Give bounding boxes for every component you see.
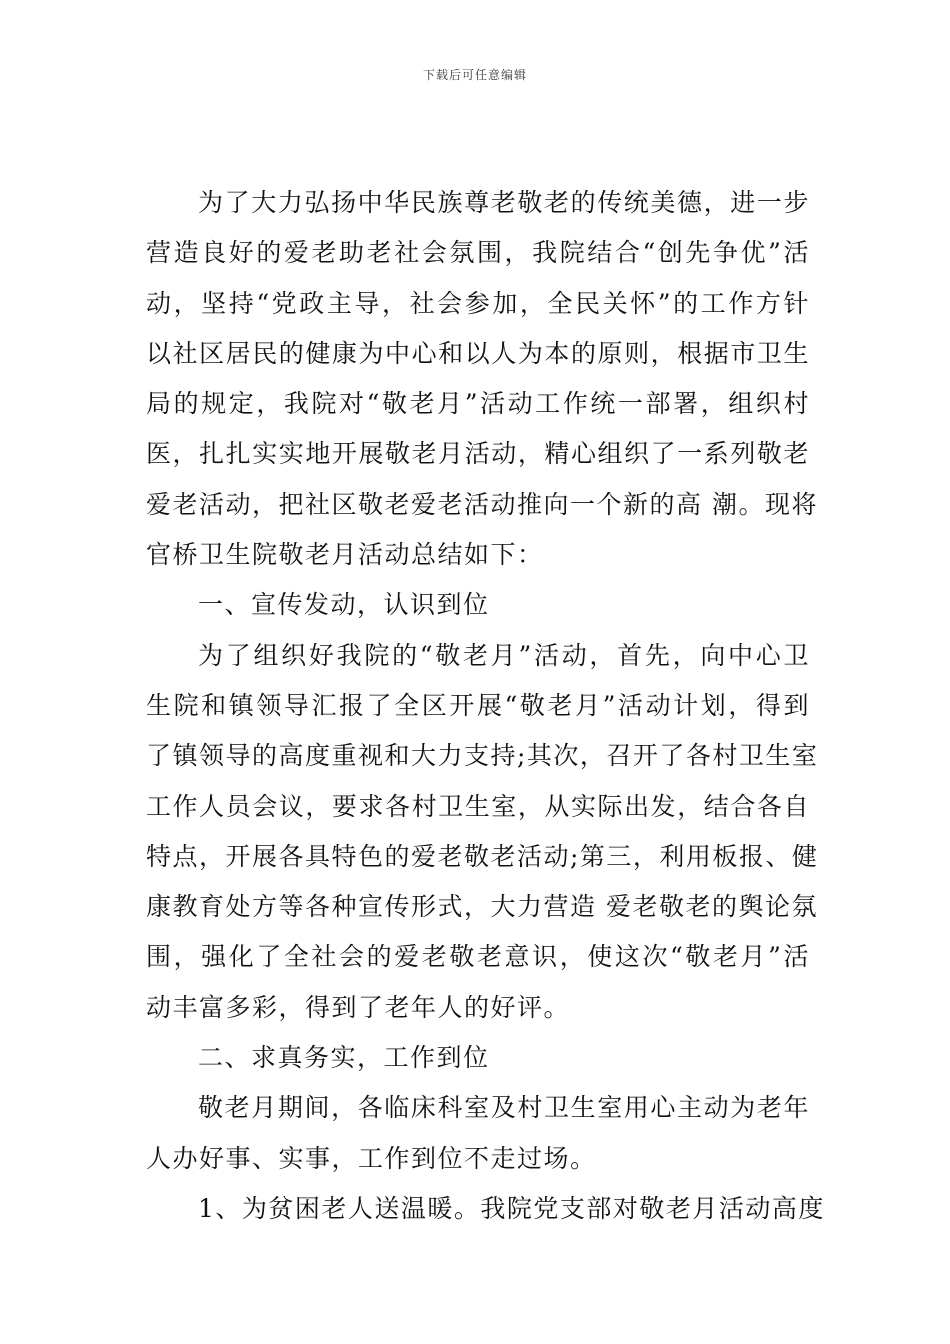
paragraph xyxy=(146,631,819,1033)
text-line: 爱老活动，把社区敬老爱老活动推向一个新的高 潮。现将 xyxy=(146,489,818,519)
text-line: 官桥卫生院敬老月活动总结如下： xyxy=(146,540,544,570)
paragraph xyxy=(146,1184,825,1234)
text-line: 医，扎扎实实地开展敬老月活动，精心组织了一系列敬老 xyxy=(146,439,810,469)
paragraph xyxy=(146,1083,810,1184)
text-line: 围，强化了全社会的爱老敬老意识，使这次“敬老月”活 xyxy=(146,942,810,972)
text-line: 动丰富多彩，得到了老年人的好评。 xyxy=(146,992,571,1022)
paragraph xyxy=(146,178,818,580)
text-line: 为了组织好我院的“敬老月”活动，首先，向中心卫 xyxy=(198,640,810,670)
text-line: 1、为贫困老人送温暖。我院党支部对敬老月活动高度 xyxy=(198,1193,825,1223)
text-line: 营造良好的爱老助老社会氛围，我院结合“创先争优”活 xyxy=(146,238,810,268)
text-line: 二、求真务实，工作到位 xyxy=(198,1043,490,1073)
paragraph xyxy=(146,1033,810,1083)
text-line: 为了大力弘扬中华民族尊老敬老的传统美德，进一步 xyxy=(198,188,810,217)
text-line: 敬老月期间，各临床科室及村卫生室用心主动为老年 xyxy=(198,1093,810,1123)
text-line: 人办好事、实事，工作到位不走过场。 xyxy=(146,1143,597,1173)
paragraph xyxy=(146,580,810,630)
text-line: 特点，开展各具特色的爱老敬老活动;第三，利用板报、健 xyxy=(146,841,819,871)
text-line: 动，坚持“党政主导，社会参加，全民关怀”的工作方针 xyxy=(146,288,810,318)
text-line: 了镇领导的高度重视和大力支持;其次，召开了各村卫生室 xyxy=(146,741,819,771)
page-header: 下载后可任意编辑 xyxy=(422,68,527,82)
text-line: 工作人员会议，要求各村卫生室，从实际出发，结合各自 xyxy=(146,791,810,821)
text-line: 局的规定，我院对“敬老月”活动工作统一部署，组织村 xyxy=(146,389,810,419)
text-line: 一、宣传发动，认识到位 xyxy=(198,590,490,620)
text-line: 康教育处方等各种宣传形式，大力营造 爱老敬老的舆论氛 xyxy=(146,892,818,922)
text-line: 生院和镇领导汇报了全区开展“敬老月”活动计划，得到 xyxy=(146,690,810,720)
text-line: 以社区居民的健康为中心和以人为本的原则，根据市卫生 xyxy=(146,338,810,368)
document-body xyxy=(146,178,825,1234)
